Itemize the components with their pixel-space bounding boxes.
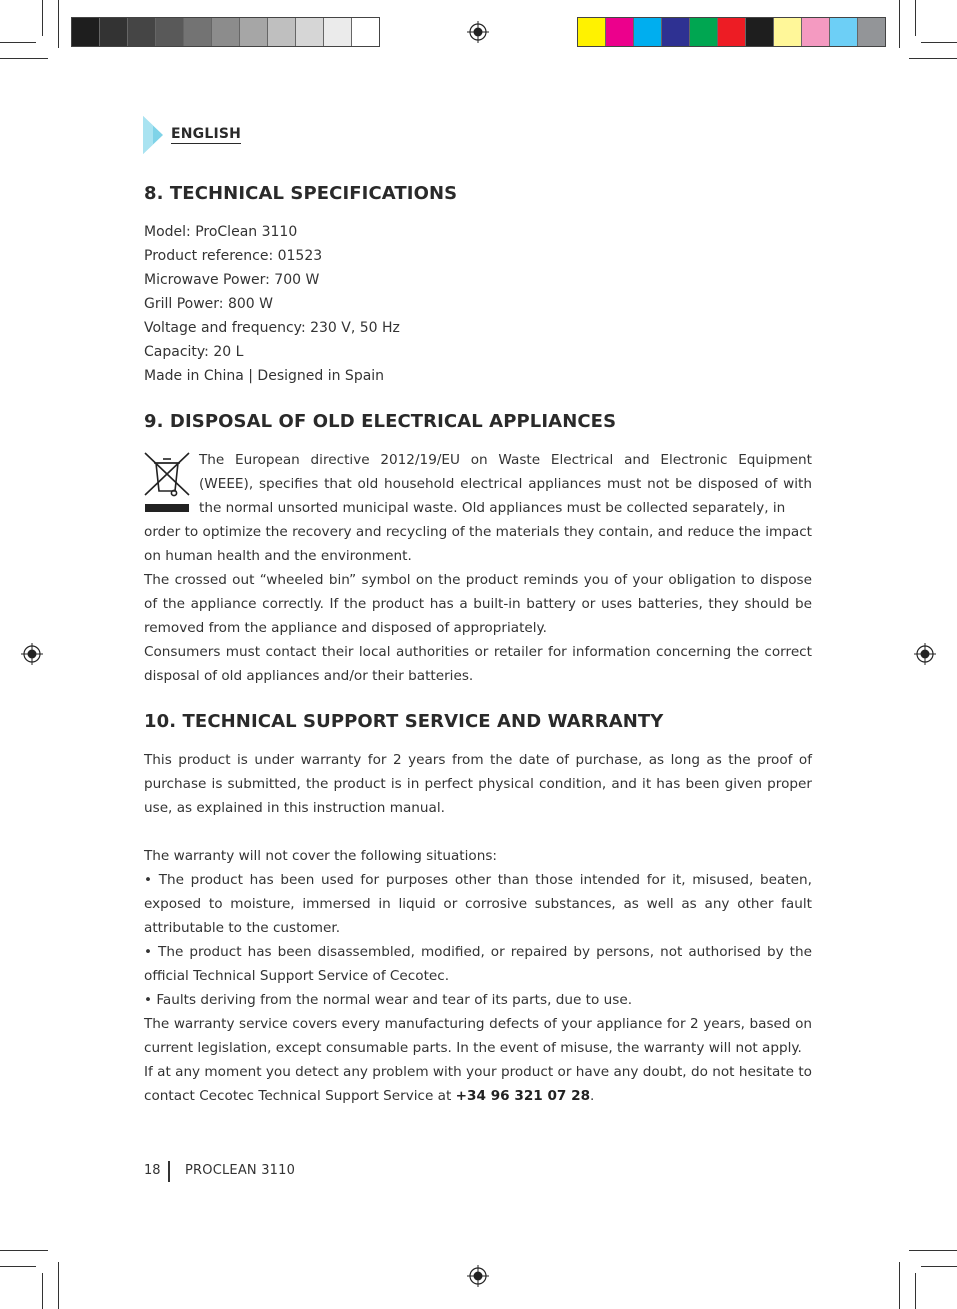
spec-microwave-power: Microwave Power: 700 W [144, 272, 320, 288]
spec-origin: Made in China | Designed in Spain [144, 368, 385, 384]
bin-symbol-paragraph: The crossed out “wheeled bin” symbol on the product reminds you of your obligation to dispose of the appliance correctly. If the product has a built-in battery or uses batteries, they should be removed from the appliance and disposed of appropriately. [144, 572, 812, 636]
color-swatch [324, 18, 352, 46]
language-label: ENGLISH [171, 126, 242, 142]
process-color-bar [577, 17, 886, 47]
exclusion-misuse: • The product has been used for purposes other than those intended for it, misused, beaten, exposed to moisture, immersed in liquid or corrosive substances, as well as any other fault attributable to the customer. [144, 872, 812, 936]
exclusion-repair: • The product has been disassembled, modified, or repaired by persons, not authorised by the official Technical Support Service of Cecotec. [144, 944, 812, 984]
section-9-body [144, 520, 812, 688]
color-swatch [718, 18, 746, 46]
color-swatch [100, 18, 128, 46]
registration-mark-icon [914, 643, 936, 665]
color-swatch [240, 18, 268, 46]
color-swatch [830, 18, 858, 46]
color-swatch [578, 18, 606, 46]
support-contact-text: If at any moment you detect any problem with your product or have any doubt, do not hesitate to contact Cecotec Technical Support Service at [144, 1064, 812, 1104]
warranty-coverage-paragraph: The warranty service covers every manufacturing defects of your appliance for 2 years, based on current legislation, except consumable parts. In the event of misuse, the warranty will not apply. [144, 1016, 812, 1056]
section-8-title: 8. TECHNICAL SPECIFICATIONS [144, 183, 458, 204]
color-swatch [352, 18, 379, 46]
support-phone-number: +34 96 321 07 28 [455, 1088, 591, 1104]
consumer-contact-paragraph: Consumers must contact their local authorities or retailer for information concerning the correct disposal of old appliances and/or their batteries. [144, 644, 812, 684]
color-swatch [802, 18, 830, 46]
warranty-paragraph: This product is under warranty for 2 years from the date of purchase, as long as the proof of purchase is submitted, the product is in perfect physical condition, and it has been given proper use, as explained in this instruction manual. [144, 752, 812, 816]
footer-model-name: PROCLEAN 3110 [185, 1163, 296, 1178]
color-swatch [296, 18, 324, 46]
color-swatch [774, 18, 802, 46]
section-9-title: 9. DISPOSAL OF OLD ELECTRICAL APPLIANCES [144, 411, 617, 432]
section-10-body [144, 748, 812, 1108]
color-swatch [72, 18, 100, 46]
spec-grill-power: Grill Power: 800 W [144, 296, 273, 312]
footer-divider [168, 1161, 170, 1182]
grayscale-color-bar [71, 17, 380, 47]
weee-paragraph: The European directive 2012/19/EU on Waste Electrical and Electronic Equipment (WEEE), specifies that old household electrical appliances must not be disposed of with the normal unsorted municipal waste. Old appliances must be collected separately, in [199, 452, 812, 516]
color-swatch [606, 18, 634, 46]
language-tab-icon [143, 116, 163, 154]
spec-list [144, 220, 400, 388]
spec-voltage: Voltage and frequency: 230 V, 50 Hz [144, 320, 400, 336]
color-swatch [662, 18, 690, 46]
support-contact-end: . [590, 1088, 595, 1104]
registration-mark-icon [467, 21, 489, 43]
support-contact-paragraph [144, 1060, 812, 1108]
weee-paragraph-continued: order to optimize the recovery and recycling of the materials they contain, and reduce the impact on human health and the environment. [144, 524, 812, 564]
exclusion-wear: • Faults deriving from the normal wear and tear of its parts, due to use. [144, 992, 633, 1008]
page-number: 18 [144, 1163, 161, 1178]
registration-mark-icon [467, 1265, 489, 1287]
spec-model: Model: ProClean 3110 [144, 224, 298, 240]
color-swatch [156, 18, 184, 46]
exclusions-intro: The warranty will not cover the following situations: [144, 848, 497, 864]
color-swatch [634, 18, 662, 46]
crossed-out-wheeled-bin-icon [143, 451, 193, 515]
registration-mark-icon [21, 643, 43, 665]
spec-capacity: Capacity: 20 L [144, 344, 244, 360]
section-10-title: 10. TECHNICAL SUPPORT SERVICE AND WARRANTY [144, 711, 664, 732]
color-swatch [858, 18, 885, 46]
color-swatch [128, 18, 156, 46]
color-swatch [746, 18, 774, 46]
color-swatch [690, 18, 718, 46]
spec-reference: Product reference: 01523 [144, 248, 323, 264]
color-swatch [184, 18, 212, 46]
color-swatch [268, 18, 296, 46]
color-swatch [212, 18, 240, 46]
